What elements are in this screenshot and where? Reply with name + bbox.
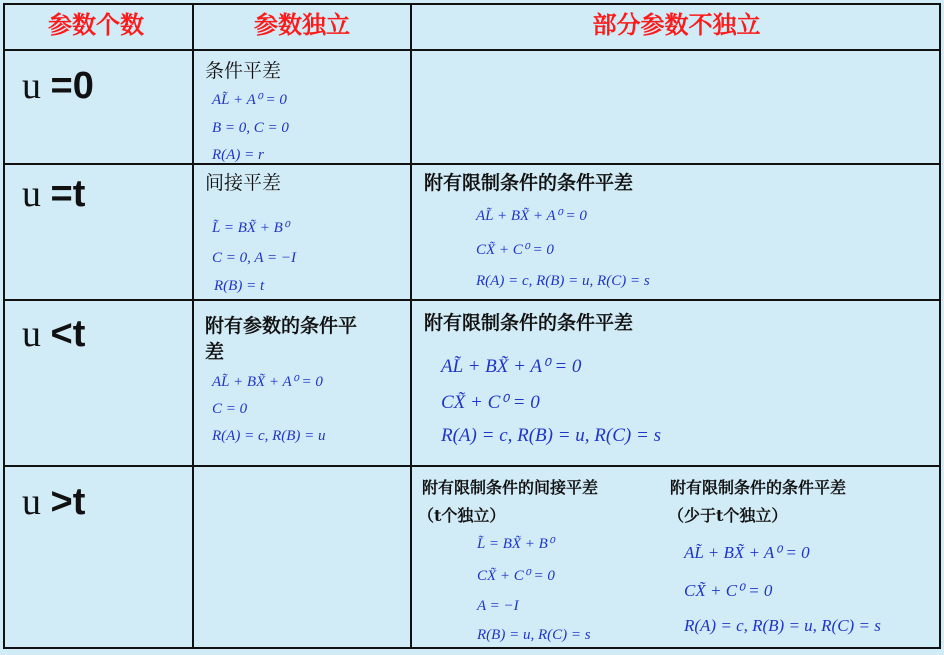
formula: C = 0, A = −I xyxy=(212,250,296,266)
cell-subtitle: （t个独立） xyxy=(418,506,506,525)
row-divider-2 xyxy=(3,299,941,301)
formula: R(A) = c, R(B) = u, R(C) = s xyxy=(684,616,881,635)
row-label-op: >t xyxy=(50,481,86,523)
row-label-u-lt-t xyxy=(22,314,85,354)
row-label-var: u xyxy=(22,313,41,355)
formula: R(A) = c, R(B) = u, R(C) = s xyxy=(441,425,661,446)
cell-title: 附有限制条件的条件平差 xyxy=(670,478,847,497)
row-label-op: <t xyxy=(50,313,86,355)
row-label-op: =0 xyxy=(50,65,94,107)
row-label-u-eq-t xyxy=(22,174,85,214)
cell-title: 附有限制条件的条件平差 xyxy=(424,172,634,194)
cell-title: 条件平差 xyxy=(205,60,282,82)
formula: AL̃ + BX̃ + A⁰ = 0 xyxy=(476,208,587,224)
formula: B = 0, C = 0 xyxy=(212,120,289,136)
row-label-u-gt-t xyxy=(22,482,85,522)
formula: A = −I xyxy=(477,598,519,614)
formula: L̃ = BX̃ + B⁰ xyxy=(477,536,554,552)
header-partially-dependent: 部分参数不独立 xyxy=(592,11,761,39)
row-divider-1 xyxy=(3,163,941,165)
column-divider-1 xyxy=(192,3,194,649)
formula: AL̃ + A⁰ = 0 xyxy=(212,92,287,108)
row-label-op: =t xyxy=(50,173,86,215)
row-label-var: u xyxy=(22,481,41,523)
column-divider-2 xyxy=(410,3,412,649)
row-label-var: u xyxy=(22,65,41,107)
formula: AL̃ + BX̃ + A⁰ = 0 xyxy=(212,374,323,390)
formula: R(B) = t xyxy=(214,278,265,294)
cell-title-line-2: 差 xyxy=(205,341,225,363)
row-divider-3 xyxy=(3,465,941,467)
formula: AL̃ + BX̃ + A⁰ = 0 xyxy=(684,543,810,562)
header-divider xyxy=(3,49,941,51)
formula: CX̃ + C⁰ = 0 xyxy=(477,568,555,584)
formula: L̃ = BX̃ + B⁰ xyxy=(212,220,289,236)
formula: C = 0 xyxy=(212,401,248,417)
cell-subtitle: （少于t个独立） xyxy=(668,506,788,525)
formula: R(A) = c, R(B) = u, R(C) = s xyxy=(476,273,650,289)
cell-title: 附有限制条件的条件平差 xyxy=(424,312,634,334)
formula: AL̃ + BX̃ + A⁰ = 0 xyxy=(441,356,582,377)
formula: R(B) = u, R(C) = s xyxy=(477,627,591,643)
header-param-count: 参数个数 xyxy=(48,11,144,39)
formula: R(A) = c, R(B) = u xyxy=(212,428,326,444)
formula: CX̃ + C⁰ = 0 xyxy=(441,392,540,413)
header-independent: 参数独立 xyxy=(254,11,350,39)
cell-title: 附有限制条件的间接平差 xyxy=(422,478,599,497)
cell-title-line-1: 附有参数的条件平 xyxy=(205,315,358,337)
row-label-var: u xyxy=(22,173,41,215)
formula: R(A) = r xyxy=(212,147,264,163)
formula: CX̃ + C⁰ = 0 xyxy=(476,242,554,258)
formula: CX̃ + C⁰ = 0 xyxy=(684,581,773,600)
cell-title: 间接平差 xyxy=(205,172,282,194)
row-label-u-eq-0 xyxy=(22,66,94,106)
